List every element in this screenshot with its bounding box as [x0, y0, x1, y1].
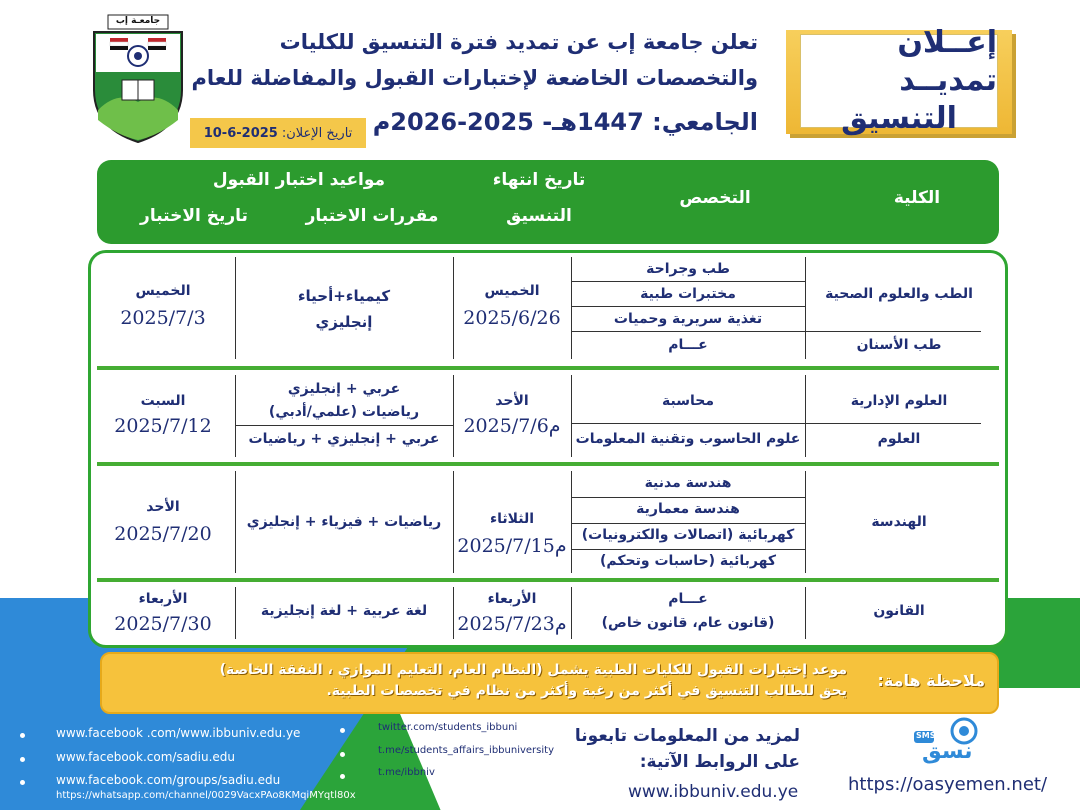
specialty-name: مختبرات طبية: [640, 286, 736, 302]
note-line-2: يحق للطالب التنسيق في أكثر من رغبة وأكثر من نظام في تخصصات الطبية.: [326, 683, 847, 699]
college-name: الطب والعلوم الصحية: [825, 286, 973, 302]
exam-subjects: إنجليزي: [315, 313, 373, 331]
note-line-1: موعد إختبارات القبول للكليات الطبية يشمل (النظام العام، التعليم الموازي ، النفقة الخاصة): [219, 662, 847, 678]
college-name: طب الأسنان: [856, 337, 942, 353]
group-separator: [97, 578, 999, 582]
specialty-name: محاسبة: [662, 393, 714, 409]
college-name: القانون: [873, 603, 925, 619]
table-header: [97, 160, 999, 244]
exam-subjects: عربي + إنجليزي: [287, 381, 401, 397]
note-label: ملاحظة هامة:: [877, 671, 985, 690]
tansiq-logo-text: نسق: [922, 739, 973, 764]
col-end-date-2: التنسيق: [506, 206, 572, 226]
col-exam-subjects: مقررات الاختبار: [305, 206, 439, 226]
college-name: العلوم: [877, 431, 921, 447]
exam-date: 2025/7/20: [114, 523, 212, 545]
badge-line-1: إعــلان تمديــد: [897, 25, 997, 98]
oasyemen-link[interactable]: https://oasyemen.net/: [848, 774, 1048, 795]
exam-day: الأربعاء: [138, 591, 188, 607]
announcement-badge: [786, 25, 1012, 136]
specialty-name: طب وجراحة: [646, 261, 730, 277]
important-note: [100, 652, 999, 714]
end-date: 2025/7/23م: [457, 613, 567, 635]
header-line-2: والتخصصات الخاضعة لإختبارات القبول والمفاضلة للعام: [191, 66, 758, 90]
end-day: الأحد: [495, 393, 529, 409]
exam-subjects: عربي + إنجليزي + رياضيات: [248, 431, 440, 447]
col-end-date-1: تاريخ انتهاء: [492, 170, 586, 190]
exam-day: الخميس: [135, 283, 191, 299]
announce-label: تاريخ الإعلان:: [281, 125, 353, 141]
university-site-link[interactable]: www.ibbuniv.edu.ye: [628, 782, 799, 802]
group-separator: [97, 366, 999, 370]
tansiq-logo: [912, 717, 980, 765]
telegram-link-2[interactable]: t.me/ibbniv: [378, 767, 435, 778]
end-day: الخميس: [484, 283, 540, 299]
exam-subjects: رياضيات + فيزياء + إنجليزي: [246, 514, 442, 530]
end-day: الأربعاء: [487, 591, 537, 607]
facebook-link-1[interactable]: www.facebook .com/www.ibbuniv.edu.ye: [56, 726, 301, 740]
specialty-name: كهربائية (اتصالات والكترونيات): [581, 527, 795, 543]
col-college: الكلية: [893, 188, 941, 208]
exam-day: السبت: [140, 393, 186, 409]
university-logo: [88, 10, 188, 145]
whatsapp-link[interactable]: https://whatsapp.com/channel/0029VacxPAo8KMqiMYqtl80x: [56, 790, 356, 801]
specialty-name: علوم الحاسوب وتقنية المعلومات: [575, 431, 801, 447]
header-line-1: تعلن جامعة إب عن تمديد فترة التنسيق للكليات: [279, 30, 758, 54]
end-date: 2025/7/6م: [463, 415, 561, 437]
facebook-groups-link[interactable]: www.facebook.com/groups/sadiu.edu: [56, 773, 281, 787]
exam-day: الأحد: [146, 499, 180, 515]
exam-subjects: كيمياء+أحياء: [297, 287, 391, 305]
college-name: الهندسة: [871, 514, 927, 530]
announce-date-value: 10-6-2025: [203, 125, 278, 141]
col-specialty: التخصص: [679, 188, 751, 208]
college-name: العلوم الإدارية: [850, 393, 948, 409]
table-body: [88, 250, 1008, 648]
specialty-name: هندسة معمارية: [636, 501, 740, 517]
specialty-name: كهربائية (حاسبات وتحكم): [600, 553, 776, 569]
logo-text: جامعـة إب: [115, 16, 161, 26]
group-separator: [97, 462, 999, 466]
specialty-name: تغذية سريرية وحميات: [613, 311, 763, 327]
specialty-name: عـــام: [668, 591, 708, 607]
specialty-name: عـــام: [668, 337, 708, 353]
end-day: الثلاثاء: [489, 511, 535, 527]
specialty-name: هندسة مدنية: [644, 475, 732, 491]
announcement-date: [190, 118, 366, 148]
exam-date: 2025/7/12: [114, 415, 212, 437]
exam-subjects: رياضيات (علمي/أدبي): [268, 404, 420, 420]
follow-line-2: على الروابط الآتية:: [639, 752, 800, 772]
col-exam-date: تاريخ الاختبار: [140, 206, 248, 226]
facebook-link-2[interactable]: www.facebook.com/sadiu.edu: [56, 750, 236, 764]
header-line-3: الجامعي: 1447هـ- 2025-2026م: [372, 108, 758, 136]
follow-line-1: لمزيد من المعلومات تابعونا: [574, 726, 800, 746]
end-date: 2025/7/15م: [457, 535, 567, 557]
exam-date: 2025/7/30: [114, 613, 212, 635]
exam-subjects: لغة عربية + لغة إنجليزية: [260, 603, 428, 619]
end-date: 2025/6/26: [463, 307, 561, 329]
col-exam-dates: مواعيد اختبار القبول: [212, 170, 386, 190]
exam-date: 2025/7/3: [120, 307, 206, 329]
badge-line-2: التنسيق: [841, 101, 957, 136]
twitter-link[interactable]: twitter.com/students_ibbuni: [378, 722, 518, 733]
telegram-link-1[interactable]: t.me/students_affairs_ibbuniversity: [378, 745, 554, 756]
specialty-name: (قانون عام، قانون خاص): [601, 615, 775, 631]
sms-label: SMS: [916, 731, 936, 740]
